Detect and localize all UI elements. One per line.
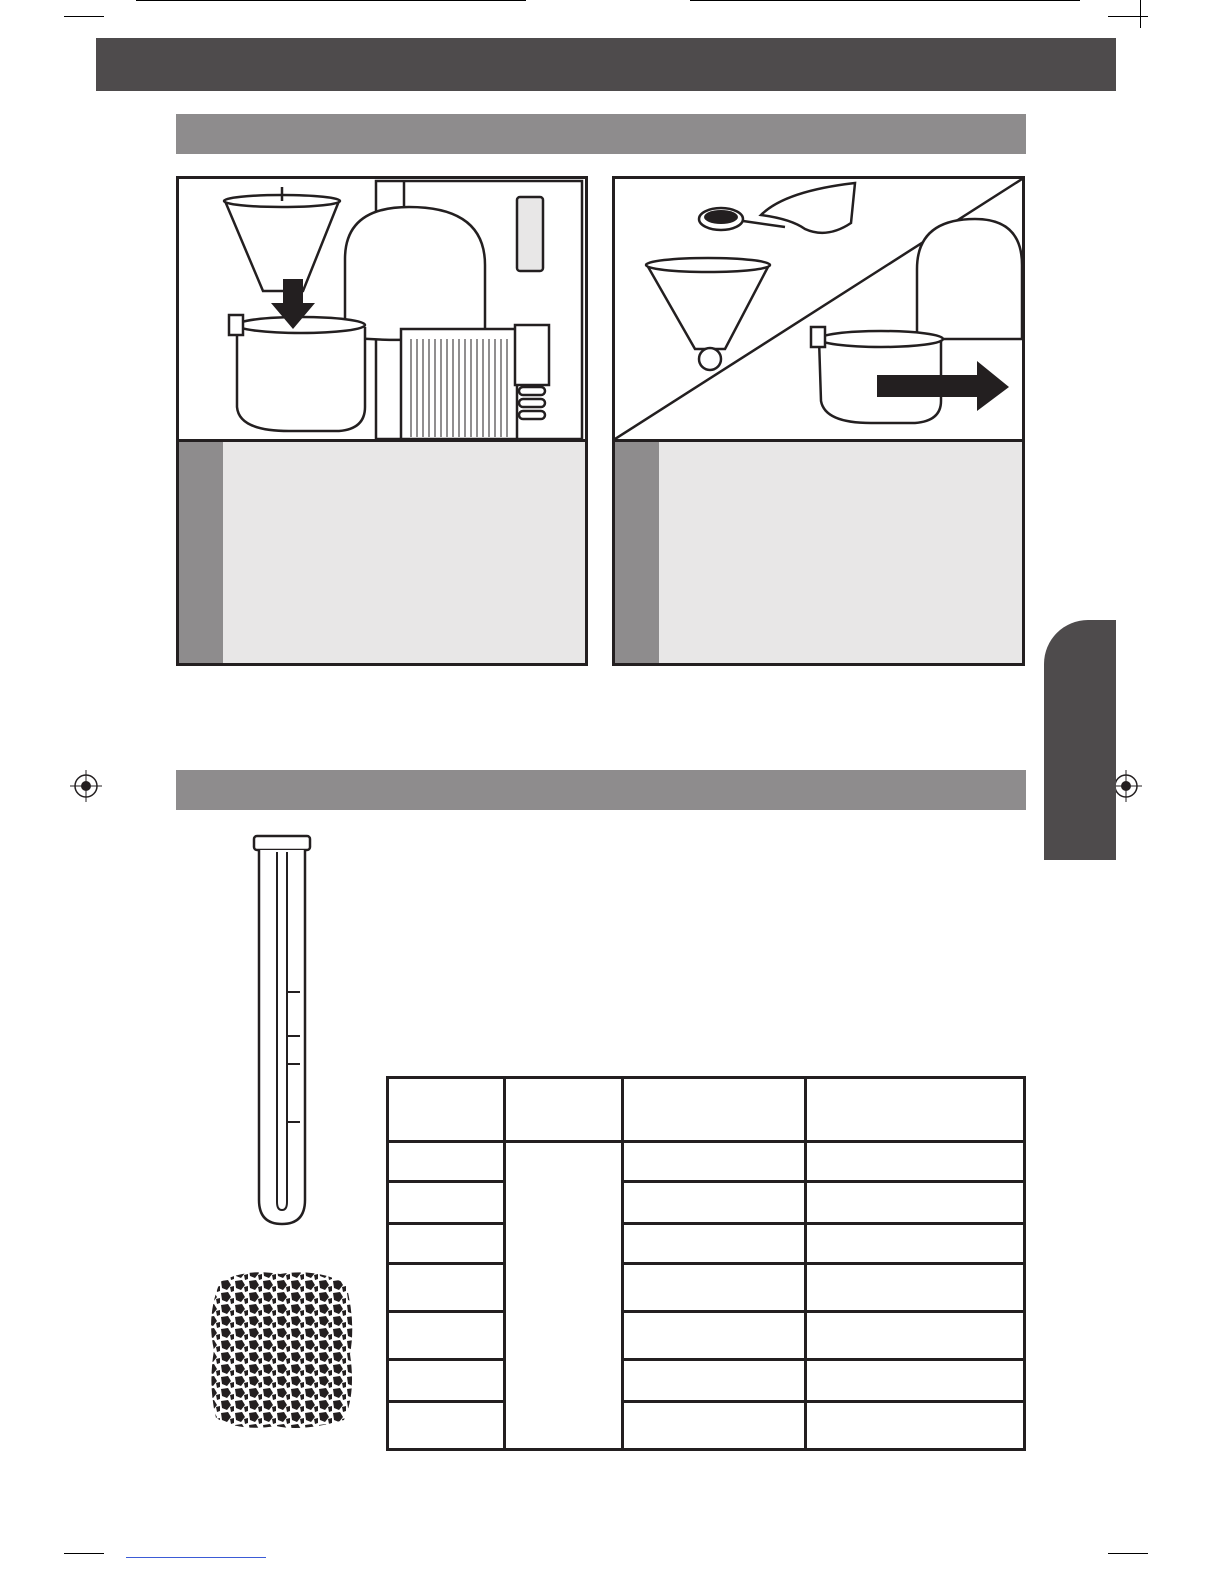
table-row (388, 1182, 1025, 1224)
crop-mark (136, 0, 526, 1)
table-cell (806, 1142, 1025, 1182)
step-panel (176, 176, 588, 666)
crop-mark (1108, 1553, 1148, 1554)
table-row (388, 1360, 1025, 1402)
table-cell (388, 1264, 505, 1312)
table-cell (806, 1402, 1025, 1450)
table-cell (388, 1402, 505, 1450)
table-cell (388, 1312, 505, 1360)
table-row (388, 1142, 1025, 1182)
table-cell (806, 1264, 1025, 1312)
coffee-grounds-illustration (206, 1268, 356, 1432)
table-row (388, 1264, 1025, 1312)
table-cell (622, 1182, 805, 1224)
filter-basket-into-holder-illustration (179, 179, 585, 439)
table-row (388, 1312, 1025, 1360)
chapter-side-tab (1044, 620, 1116, 860)
step-text-area (179, 439, 585, 663)
crop-mark (126, 1557, 266, 1558)
table-cell (388, 1224, 505, 1264)
crop-mark (1108, 16, 1148, 17)
chapter-banner (96, 38, 1116, 91)
step-text-area (615, 439, 1022, 663)
step-number-strip (615, 442, 659, 663)
table-cell (806, 1312, 1025, 1360)
table-cell (622, 1142, 805, 1182)
table-header-cell (388, 1078, 505, 1142)
grind-table (386, 1076, 1026, 1451)
table-cell (388, 1182, 505, 1224)
add-grounds-and-insert-holder-illustration (615, 179, 1022, 439)
table-cell (806, 1182, 1025, 1224)
table-cell (388, 1360, 505, 1402)
crop-mark (1140, 0, 1141, 28)
table-cell (622, 1312, 805, 1360)
table-cell (388, 1142, 505, 1182)
table-merged-cell (505, 1142, 622, 1450)
step-panel (612, 176, 1025, 666)
table-cell (622, 1402, 805, 1450)
crop-mark (690, 0, 1080, 1)
section-header-bar (176, 114, 1026, 154)
measuring-scoop-tube-illustration (250, 832, 314, 1228)
crop-mark (64, 16, 104, 17)
table-header-cell (505, 1078, 622, 1142)
table-header-cell (622, 1078, 805, 1142)
table-row (388, 1224, 1025, 1264)
table-header-cell (806, 1078, 1025, 1142)
crop-mark (64, 1553, 104, 1554)
section-header-bar (176, 770, 1026, 810)
step-number-strip (179, 442, 223, 663)
table-cell (622, 1360, 805, 1402)
table-cell (622, 1224, 805, 1264)
registration-crosshair-icon (70, 770, 102, 802)
table-cell (622, 1264, 805, 1312)
table-cell (806, 1360, 1025, 1402)
table-row (388, 1402, 1025, 1450)
table-header-row (388, 1078, 1025, 1142)
table-cell (806, 1224, 1025, 1264)
